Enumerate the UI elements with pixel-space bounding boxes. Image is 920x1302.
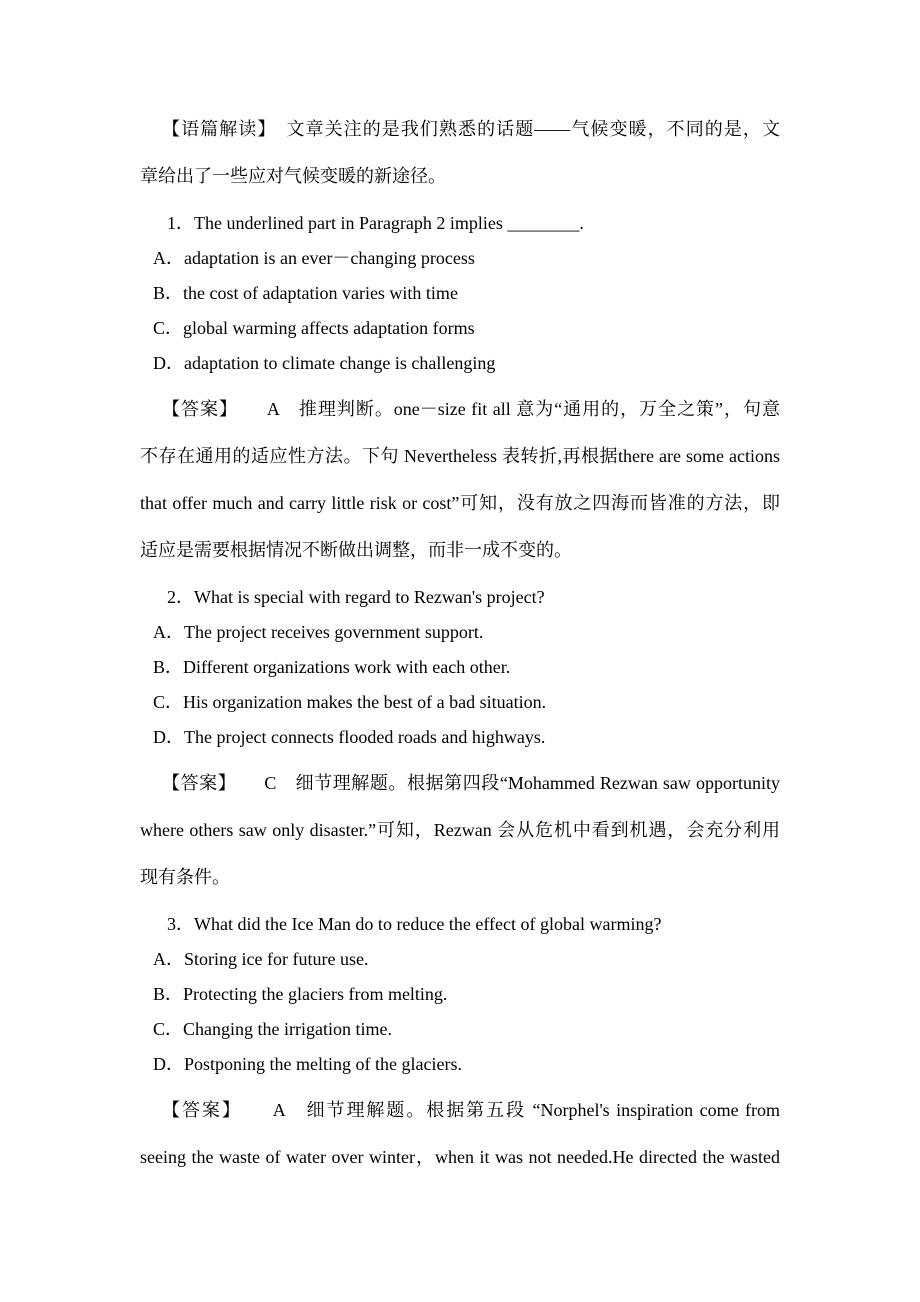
option-line: C．Changing the irrigation time. [153, 1019, 392, 1039]
question-line: 1．The underlined part in Paragraph 2 implies ________. [167, 213, 584, 233]
option-line: D．Postponing the melting of the glaciers. [153, 1054, 462, 1074]
option-line: A．adaptation is an ever－changing process [153, 248, 475, 268]
paragraph-continuation-line: 现有条件。 [140, 867, 230, 887]
paragraph-continuation-line: 适应是需要根据情况不断做出调整，而非一成不变的。 [140, 540, 572, 560]
option-line: B．the cost of adaptation varies with time [153, 283, 458, 303]
paragraph-continuation-line: that offer much and carry little risk or cost”可知，没有放之四海而皆准的方法，即 [140, 493, 780, 513]
option-line: D．The project connects flooded roads and highways. [153, 727, 546, 747]
option-line: B．Protecting the glaciers from melting. [153, 984, 448, 1004]
document-text-block [140, 106, 780, 1181]
paragraph-continuation-line: 章给出了一些应对气候变暖的新途径。 [140, 166, 446, 186]
paragraph-continuation-line: 不存在通用的适应性方法。下句 Nevertheless 表转折,再根据there are some actions [140, 446, 780, 466]
paragraph-continuation-line: seeing the waste of water over winter，when it was not needed.He directed the wasted [140, 1147, 780, 1167]
option-line: B．Different organizations work with each other. [153, 657, 511, 677]
option-line: A．The project receives government support. [153, 622, 484, 642]
option-line: C．His organization makes the best of a bad situation. [153, 692, 547, 712]
question-line: 2．What is special with regard to Rezwan's project? [167, 587, 545, 607]
option-line: A．Storing ice for future use. [153, 949, 369, 969]
question-line: 3．What did the Ice Man do to reduce the effect of global warming? [167, 914, 662, 934]
answer-line: 【答案】 C 细节理解题。根据第四段“Mohammed Rezwan saw opportunity [162, 773, 780, 793]
answer-line: 【答案】 A 推理判断。one－size fit all 意为“通用的，万全之策”，句意 [162, 399, 780, 419]
option-line: C．global warming affects adaptation forms [153, 318, 475, 338]
answer-line: 【答案】 A 细节理解题。根据第五段 “Norphel's inspiration come from [162, 1100, 780, 1120]
reading-analysis-line: 【语篇解读】 文章关注的是我们熟悉的话题——气候变暖，不同的是，文 [162, 119, 780, 139]
paragraph-continuation-line: where others saw only disaster.”可知，Rezwan 会从危机中看到机遇，会充分利用 [140, 820, 780, 840]
option-line: D．adaptation to climate change is challenging [153, 353, 496, 373]
